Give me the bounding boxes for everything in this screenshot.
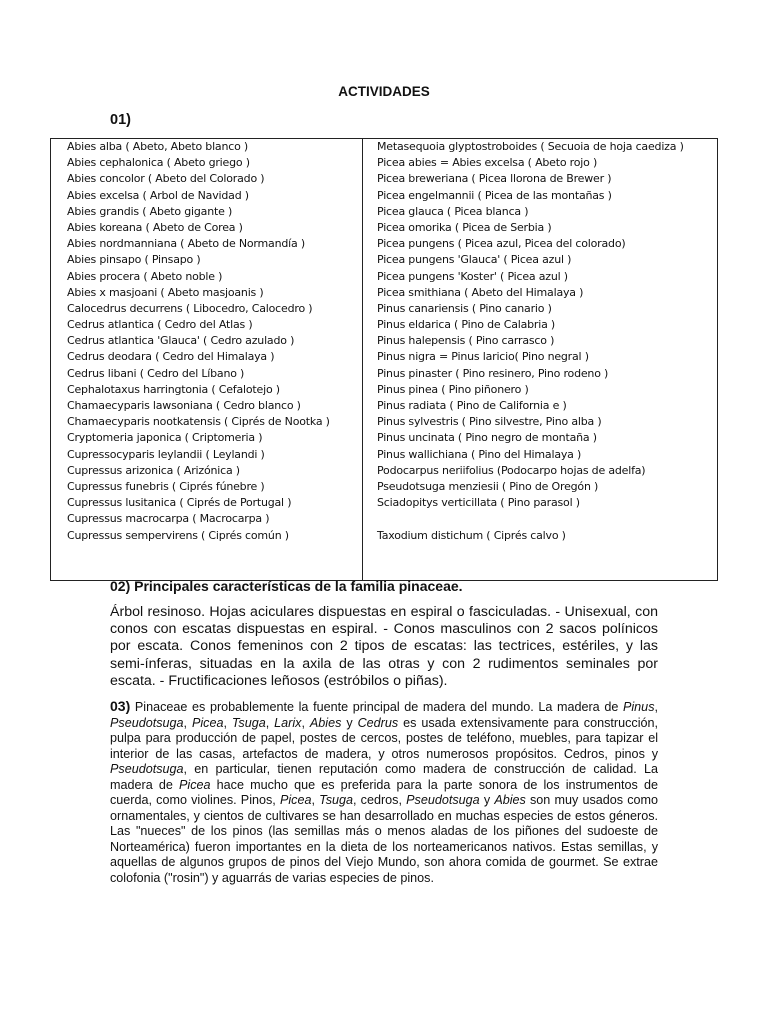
text-run: Pinaceae es probablemente la fuente principal de madera del mundo. La madera de [130, 700, 623, 714]
genus-name: Cedrus [357, 715, 399, 730]
text-run: , cedros, [353, 793, 407, 807]
text-run: , [265, 715, 275, 730]
species-item: Cupressus sempervirens ( Ciprés común ) [67, 528, 289, 542]
genus-name: Pseudotsuga [110, 715, 184, 730]
genus-name: Abies [309, 715, 342, 730]
left-column [67, 139, 330, 544]
species-item: Picea smithiana ( Abeto del Himalaya ) [377, 285, 584, 299]
species-item: Pinus uncinata ( Pino negro de montaña ) [377, 431, 597, 445]
species-item: Picea glauca ( Picea blanca ) [377, 204, 529, 218]
species-item: Cedrus deodara ( Cedro del Himalaya ) [67, 350, 275, 364]
species-item: Picea pungens 'Koster' ( Picea azul ) [377, 269, 568, 283]
section-02-title: 02) Principales características de la familia pinaceae. [110, 578, 463, 594]
species-item: Pinus sylvestris ( Pino silvestre, Pino alba ) [377, 415, 602, 429]
text-run: y [479, 793, 495, 807]
genus-name: Picea [179, 777, 211, 792]
species-item: Abies x masjoani ( Abeto masjoanis ) [67, 285, 264, 299]
section-01-label: 01) [110, 112, 131, 128]
species-table [50, 138, 718, 581]
species-item: Pinus radiata ( Pino de California e ) [377, 399, 567, 412]
text-run: , [654, 700, 658, 714]
species-item: Abies nordmanniana ( Abeto de Normandía ) [67, 237, 305, 251]
species-item: Cupressus lusitanica ( Ciprés de Portugal ) [67, 496, 292, 510]
genus-name: Pinus [622, 700, 655, 714]
text-run: son muy usados como ornamentales, y cientos de cultivares se han desarrollado en muchas especies de estos géneros. Las "nueces" de los pinos (las semillas más o menos aladas de los piñones del sudoeste de Norteamérica) fueron importantes en la dieta de los norteamericanos nativos. Estas semillas, y aquellas de algunos grupos de pinos del Viejo Mundo, son ahora comida de gourmet. Se extrae colofonia ("rosin") y aguarrás de varias especies de pinos. [110, 793, 659, 885]
genus-name: Picea [279, 793, 312, 807]
species-item: Pinus wallichiana ( Pino del Himalaya ) [377, 447, 582, 461]
species-item: Picea pungens 'Glauca' ( Picea azul ) [377, 253, 572, 267]
species-item: Pseudotsuga menziesii ( Pino de Oregón ) [377, 479, 599, 493]
species-item: Cryptomeria japonica ( Criptomeria ) [67, 431, 263, 445]
species-item: Cupressus arizonica ( Arizónica ) [67, 463, 240, 477]
text-run: , [183, 715, 192, 730]
genus-name: Tsuga [231, 715, 266, 730]
right-column [377, 139, 684, 544]
text-run: , en particular, tienen reputación como madera de construcción de calidad. La madera de [110, 762, 658, 792]
species-item: Taxodium distichum ( Ciprés calvo ) [377, 528, 566, 542]
section-03-paragraph [110, 699, 658, 886]
text-run: es usada extensivamente para construcción, pulpa para producción de papel, postes de cercos, postes de teléfono, muebles, para tapizar el interior de las casas, artefactos de madera, y otros numerosos propósitos. Cedros, pinos y [110, 715, 659, 761]
species-item: Metasequoia glyptostroboides ( Secuoia de hoja caediza ) [377, 140, 684, 153]
species-item: Pinus halepensis ( Pino carrasco ) [377, 334, 555, 348]
genus-name: Abies [494, 793, 526, 807]
species-item: Cupressus funebris ( Ciprés fúnebre ) [67, 479, 265, 493]
species-item: Cedrus libani ( Cedro del Líbano ) [67, 366, 245, 380]
section-03-label: 03) [110, 698, 131, 714]
text-run: hace mucho que es preferida para la parte sonora de los instrumentos de cuerda, como violines. Pinos, [110, 777, 658, 807]
text-run: , [311, 793, 320, 807]
species-item: Pinus eldarica ( Pino de Calabria ) [377, 318, 556, 332]
text-run: , [301, 715, 310, 730]
species-item: Abies koreana ( Abeto de Corea ) [67, 220, 243, 234]
species-item: Abies pinsapo ( Pinsapo ) [67, 253, 201, 267]
genus-name: Pseudotsuga [110, 762, 184, 776]
species-item: Cedrus atlantica 'Glauca' ( Cedro azulado ) [67, 334, 295, 348]
species-item: Pinus canariensis ( Pino canario ) [377, 301, 552, 315]
genus-name: Pseudotsuga [406, 793, 480, 807]
species-item: Abies procera ( Abeto noble ) [67, 269, 223, 283]
species-item: Picea abies = Abies excelsa ( Abeto rojo ) [377, 156, 598, 170]
species-item: Cupressus macrocarpa ( Macrocarpa ) [67, 512, 270, 526]
species-item: Pinus pinea ( Pino piñonero ) [377, 382, 529, 396]
species-item: Podocarpus neriifolius (Podocarpo hojas de adelfa) [377, 463, 646, 477]
species-item: Picea pungens ( Picea azul, Picea del colorado) [377, 237, 626, 251]
text-run: y [341, 715, 358, 730]
genus-name: Tsuga [319, 793, 354, 807]
species-item: Cephalotaxus harringtonia ( Cefalotejo ) [67, 382, 280, 396]
genus-name: Larix [274, 715, 302, 730]
species-item: Chamaecyparis nootkatensis ( Ciprés de Nootka ) [67, 415, 330, 429]
species-item: Sciadopitys verticillata ( Pino parasol ) [377, 496, 580, 510]
genus-name: Picea [191, 715, 224, 730]
species-item: Pinus nigra = Pinus laricio( Pino negral ) [377, 350, 589, 364]
species-item: Abies concolor ( Abeto del Colorado ) [67, 172, 265, 186]
species-item: Calocedrus decurrens ( Libocedro, Calocedro ) [67, 301, 313, 315]
species-item: Cupressocyparis leylandii ( Leylandi ) [67, 447, 265, 461]
species-item: Abies grandis ( Abeto gigante ) [67, 204, 233, 218]
species-item: Cedrus atlantica ( Cedro del Atlas ) [67, 318, 253, 332]
column-divider [362, 139, 363, 580]
species-item: Abies cephalonica ( Abeto griego ) [67, 156, 250, 170]
species-item: Abies alba ( Abeto, Abeto blanco ) [67, 140, 249, 153]
species-item: Picea breweriana ( Picea llorona de Brewer ) [377, 172, 612, 186]
species-item: Chamaecyparis lawsoniana ( Cedro blanco ) [67, 399, 301, 412]
page-title: ACTIVIDADES [338, 84, 430, 99]
section-02-paragraph: Árbol resinoso. Hojas aciculares dispuestas en espiral o fasciculadas. - Unisexual, con conos con escatas dispuestas en espiral. - Conos masculinos con 2 sacos polínicos por escata. Conos femeninos con 2 tipos de escatas: las tectrices, estériles, y las semi-ínferas, situadas en la axila de las otras y con 2 rudimentos seminales por escata. - Fructificaciones leñosos (estróbilos o piñas). [110, 604, 658, 689]
species-item: Picea omorika ( Picea de Serbia ) [377, 220, 552, 234]
text-run: , [223, 715, 232, 730]
species-item: Picea engelmannii ( Picea de las montañas ) [377, 188, 612, 202]
species-item: Abies excelsa ( Arbol de Navidad ) [67, 188, 249, 202]
species-item: Pinus pinaster ( Pino resinero, Pino rodeno ) [377, 366, 609, 380]
